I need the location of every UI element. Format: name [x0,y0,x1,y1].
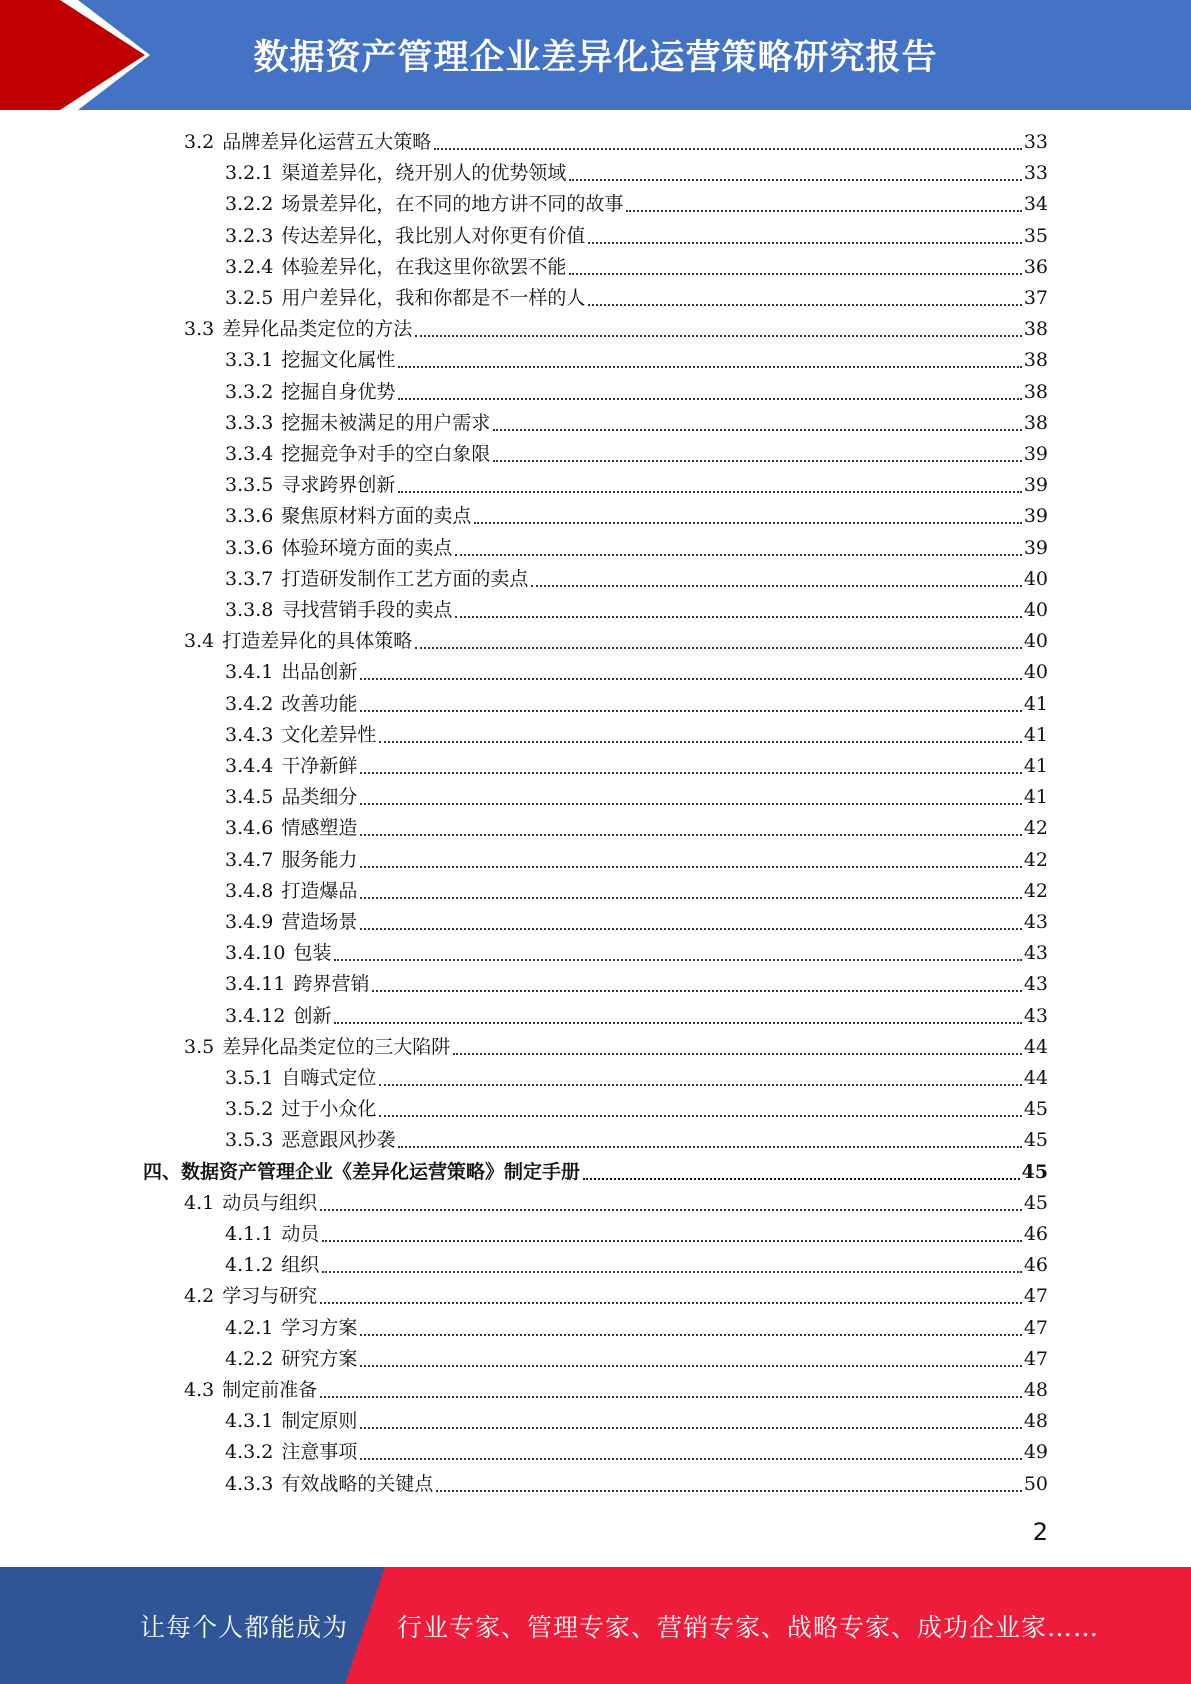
toc-leader-dots [322,1240,1021,1242]
toc-entry-page: 39 [1023,443,1048,465]
toc-entry-page: 48 [1023,1379,1048,1401]
toc-leader-dots [455,554,1021,556]
toc-entry[interactable] [225,1094,1048,1125]
toc-entry-page: 43 [1023,973,1048,996]
toc-entry-page: 38 [1023,380,1048,403]
toc-entry-title: 制定前准备 [222,1379,318,1401]
toc-entry-page: 49 [1023,1441,1048,1464]
toc-leader-dots [360,678,1021,680]
page-number: 2 [1032,1518,1048,1546]
toc-entry-page: 38 [1023,349,1048,372]
toc-leader-dots [320,1302,1022,1304]
toc-leader-dots [372,990,1021,992]
toc-entry[interactable] [225,1406,1048,1437]
toc-leader-dots [360,803,1021,805]
toc-entry-page: 36 [1023,255,1048,278]
toc-entry[interactable] [184,314,1048,345]
toc-entry-page: 40 [1023,661,1048,684]
toc-leader-dots [415,647,1022,649]
toc-entry-page: 40 [1023,567,1048,590]
toc-entry-page: 48 [1023,1410,1048,1433]
toc-entry-number: 4.3 [184,1379,215,1401]
toc-entry-page: 38 [1023,411,1048,434]
toc-entry-page: 47 [1023,1285,1048,1308]
toc-entry-title: 出品创新 [281,661,358,684]
toc-entry-title: 差异化品类定位的方法 [222,318,413,341]
toc-entry-title: 用户差异化，我和你都是不一样的人 [281,287,586,309]
toc-entry-number: 4.2.1 [225,1316,274,1339]
page-footer [0,1567,1191,1684]
toc-leader-dots [398,366,1021,368]
toc-entry[interactable] [225,408,1048,439]
toc-entry-title: 营造场景 [281,911,358,933]
toc-entry-number: 3.4 [184,630,215,653]
toc-entry-page: 50 [1023,1472,1048,1495]
toc-entry-title: 寻求跨界创新 [281,474,396,497]
toc-entry-number: 4.3.2 [225,1441,274,1464]
toc-entry-title: 挖掘竞争对手的空白象限 [281,443,491,465]
toc-leader-dots [360,1458,1021,1460]
toc-entry-title: 打造研发制作工艺方面的卖点 [281,567,529,590]
toc-leader-dots [379,1115,1021,1117]
toc-entry-title: 挖掘自身优势 [281,380,396,403]
toc-leader-dots [569,273,1021,275]
toc-entry-page: 33 [1023,162,1048,185]
toc-entry-number: 3.3.5 [225,474,274,497]
toc-entry-title: 打造爆品 [281,879,358,902]
toc-leader-dots [360,897,1021,899]
toc-entry[interactable] [225,439,1048,470]
toc-entry[interactable] [225,782,1048,813]
toc-entry-page: 43 [1023,1004,1048,1027]
toc-leader-dots [360,834,1021,836]
toc-entry-page: 43 [1023,911,1048,933]
toc-leader-dots [453,1053,1022,1055]
toc-entry-number: 3.3.4 [225,443,274,465]
toc-entry-title: 动员与组织 [222,1191,318,1214]
toc-entry[interactable] [225,876,1048,907]
toc-entry-title: 过于小众化 [281,1098,377,1121]
toc-entry-number: 3.4.6 [225,817,274,840]
toc-entry-number: 3.3.3 [225,411,274,434]
toc-entry-number: 3.3.7 [225,567,274,590]
toc-leader-dots [398,1146,1021,1148]
toc-leader-dots [360,710,1021,712]
toc-entry-title: 挖掘文化属性 [281,349,396,372]
toc-leader-dots [493,460,1021,462]
toc-entry-title: 品牌差异化运营五大策略 [222,131,432,153]
toc-entry[interactable] [225,1001,1048,1032]
toc-entry[interactable] [225,1063,1048,1094]
toc-entry-page: 39 [1023,474,1048,497]
toc-leader-dots [360,1334,1021,1336]
toc-entry-title: 研究方案 [281,1347,358,1370]
toc-entry-number: 3.3.6 [225,536,274,559]
toc-entry-title: 渠道差异化，绕开别人的优势领域 [281,162,567,185]
toc-entry[interactable] [225,751,1048,782]
toc-entry[interactable] [225,969,1048,1000]
toc-entry-page: 42 [1023,879,1048,902]
toc-entry-title: 注意事项 [281,1441,358,1464]
toc-entry-number: 3.5 [184,1035,215,1058]
toc-leader-dots [569,179,1021,181]
toc-entry-page: 45 [1023,1191,1048,1214]
toc-entry-number: 3.4.5 [225,786,274,809]
toc-entry[interactable] [225,501,1048,532]
toc-entry-number: 4.3.3 [225,1472,274,1495]
toc-entry-page: 44 [1023,1067,1048,1089]
toc-entry-title: 跨界营销 [293,973,370,996]
toc-entry-page: 39 [1023,505,1048,528]
toc-entry-title: 情感塑造 [281,817,358,840]
toc-entry[interactable] [225,845,1048,876]
toc-entry[interactable] [225,689,1048,720]
toc-entry-title: 品类细分 [281,786,358,809]
toc-entry-number: 3.4.7 [225,848,274,871]
toc-leader-dots [360,866,1021,868]
toc-leader-dots [320,1209,1022,1211]
toc-entry-page: 40 [1023,630,1048,653]
toc-entry[interactable] [184,626,1048,657]
header-arrow-graphic [0,0,155,110]
toc-leader-dots [398,398,1021,400]
toc-leader-dots [531,585,1021,587]
toc-entry-title: 包装 [293,942,332,965]
toc-entry-number: 3.2.3 [225,224,274,247]
toc-entry-number: 3.3.2 [225,380,274,403]
toc-entry-title: 四、数据资产管理企业《差异化运营策略》制定手册 [143,1160,581,1183]
toc-entry-number: 3.3 [184,318,215,341]
toc-entry[interactable] [184,1032,1048,1063]
toc-entry-page: 45 [1023,1129,1048,1152]
toc-entry[interactable] [225,533,1048,564]
toc-entry-title: 寻找营销手段的卖点 [281,599,453,621]
toc-entry-page: 38 [1023,318,1048,341]
toc-entry-title: 自嗨式定位 [281,1067,377,1089]
toc-leader-dots [360,1365,1021,1367]
toc-entry[interactable] [225,564,1048,595]
toc-entry-page: 37 [1023,287,1048,309]
toc-entry-number: 3.5.1 [225,1067,274,1089]
toc-entry-page: 44 [1023,1035,1048,1058]
toc-entry-title: 恶意跟风抄袭 [281,1129,396,1152]
toc-leader-dots [334,1022,1021,1024]
toc-entry[interactable] [225,907,1048,938]
toc-entry[interactable] [225,595,1048,626]
toc-entry-title: 有效战略的关键点 [281,1472,434,1495]
toc-entry[interactable] [225,1344,1048,1375]
toc-leader-dots [334,959,1021,961]
toc-entry-number: 3.2.4 [225,255,274,278]
toc-entry-page: 45 [1021,1160,1048,1183]
page-header [0,0,1191,110]
toc-entry[interactable] [225,1437,1048,1468]
toc-entry-title: 学习与研究 [222,1285,318,1308]
toc-entry-title: 场景差异化，在不同的地方讲不同的故事 [281,193,624,216]
toc-entry[interactable] [225,221,1048,252]
toc-leader-dots [398,491,1021,493]
toc-entry[interactable] [225,470,1048,501]
toc-entry-number: 4.2.2 [225,1347,274,1370]
toc-leader-dots [415,335,1022,337]
toc-entry-number: 4.3.1 [225,1410,274,1433]
toc-entry-page: 45 [1023,1098,1048,1121]
toc-entry-page: 41 [1023,786,1048,809]
toc-entry-page: 34 [1023,193,1048,216]
toc-entry-number: 3.3.8 [225,599,274,621]
toc-leader-dots [588,304,1021,306]
toc-entry[interactable] [225,657,1048,688]
toc-entry-title: 体验环境方面的卖点 [281,536,453,559]
toc-entry-title: 学习方案 [281,1316,358,1339]
toc-entry-number: 3.4.12 [225,1004,286,1027]
toc-entry-title: 服务能力 [281,848,358,871]
toc-entry-number: 4.1 [184,1191,215,1214]
toc-entry[interactable] [225,158,1048,189]
toc-entry-title: 创新 [293,1004,332,1027]
toc-entry-page: 43 [1023,942,1048,965]
toc-entry-page: 39 [1023,536,1048,559]
toc-entry-title: 文化差异性 [281,723,377,746]
toc-entry[interactable] [225,938,1048,969]
toc-entry-number: 3.4.9 [225,911,274,933]
toc-entry[interactable] [225,720,1048,751]
toc-entry-title: 体验差异化，在我这里你欲罢不能 [281,255,567,278]
toc-entry-number: 3.2.1 [225,162,274,185]
toc-entry-number: 4.2 [184,1285,215,1308]
toc-entry[interactable] [225,252,1048,283]
toc-entry-page: 41 [1023,755,1048,777]
toc-entry-page: 41 [1023,723,1048,746]
toc-entry-number: 4.1.1 [225,1223,274,1245]
toc-entry[interactable] [225,1219,1048,1250]
toc-leader-dots [588,242,1021,244]
footer-slogan-right: 行业专家、管理专家、营销专家、战略专家、成功企业家…… [397,1612,1100,1642]
toc-entry-page: 33 [1023,131,1048,153]
toc-entry-number: 3.4.1 [225,661,274,684]
toc-leader-dots [379,741,1021,743]
toc-entry[interactable] [225,813,1048,844]
toc-leader-dots [583,1178,1020,1180]
toc-entry[interactable] [184,1188,1048,1219]
toc-entry[interactable] [225,189,1048,220]
footer-slogan-left: 让每个人都能成为 [140,1612,349,1642]
toc-entry[interactable] [225,1469,1048,1500]
toc-entry-number: 3.4.11 [225,973,286,996]
toc-entry-number: 3.2.5 [225,287,274,309]
toc-leader-dots [379,1084,1021,1086]
toc-entry-page: 35 [1023,224,1048,247]
toc-entry-title: 差异化品类定位的三大陷阱 [222,1035,451,1058]
toc-entry-title: 聚焦原材料方面的卖点 [281,505,472,528]
toc-entry-title: 传达差异化，我比别人对你更有价值 [281,224,586,247]
toc-entry-page: 42 [1023,848,1048,871]
toc-entry-number: 3.4.8 [225,879,274,902]
toc-entry[interactable] [225,1250,1048,1281]
toc-entry-title: 组织 [281,1254,320,1277]
toc-entry[interactable] [184,1281,1048,1312]
toc-leader-dots [322,1271,1021,1273]
toc-entry-number: 3.5.2 [225,1098,274,1121]
toc-entry-page: 40 [1023,599,1048,621]
toc-entry-number: 3.5.3 [225,1129,274,1152]
toc-entry-number: 3.2.2 [225,193,274,216]
toc-entry-number: 3.3.1 [225,349,274,372]
toc-entry-title: 动员 [281,1223,320,1245]
toc-leader-dots [436,1490,1021,1492]
toc-entry-number: 4.1.2 [225,1254,274,1277]
toc-entry-title: 干净新鲜 [281,755,358,777]
toc-entry-number: 3.4.3 [225,723,274,746]
toc-leader-dots [360,1427,1021,1429]
toc-entry-page: 41 [1023,692,1048,715]
toc-entry-number: 3.3.6 [225,505,274,528]
toc-leader-dots [455,616,1021,618]
toc-leader-dots [493,429,1021,431]
toc-entry-title: 改善功能 [281,692,358,715]
toc-leader-dots [320,1396,1022,1398]
toc-entry[interactable] [184,1375,1048,1406]
toc-leader-dots [626,210,1021,212]
toc-entry-number: 3.4.4 [225,755,274,777]
toc-entry-number: 3.2 [184,131,215,153]
toc-entry[interactable] [225,345,1048,376]
toc-leader-dots [474,522,1021,524]
toc-entry-page: 47 [1023,1316,1048,1339]
toc-entry-page: 47 [1023,1347,1048,1370]
toc-leader-dots [360,772,1021,774]
report-title: 数据资产管理企业差异化运营策略研究报告 [253,38,938,78]
toc-entry[interactable] [225,377,1048,408]
toc-entry[interactable] [143,1157,1048,1188]
toc-entry[interactable] [184,127,1048,158]
toc-entry-title: 打造差异化的具体策略 [222,630,413,653]
toc-entry-page: 46 [1023,1254,1048,1277]
toc-leader-dots [360,928,1021,930]
toc-entry-number: 3.4.10 [225,942,286,965]
toc-entry[interactable] [225,1313,1048,1344]
toc-entry-page: 42 [1023,817,1048,840]
toc-entry-page: 46 [1023,1223,1048,1245]
toc-entry-title: 挖掘未被满足的用户需求 [281,411,491,434]
toc-entry[interactable] [225,283,1048,314]
toc-entry[interactable] [225,1125,1048,1156]
toc-leader-dots [434,148,1022,150]
toc-entry-title: 制定原则 [281,1410,358,1433]
toc-entry-number: 3.4.2 [225,692,274,715]
